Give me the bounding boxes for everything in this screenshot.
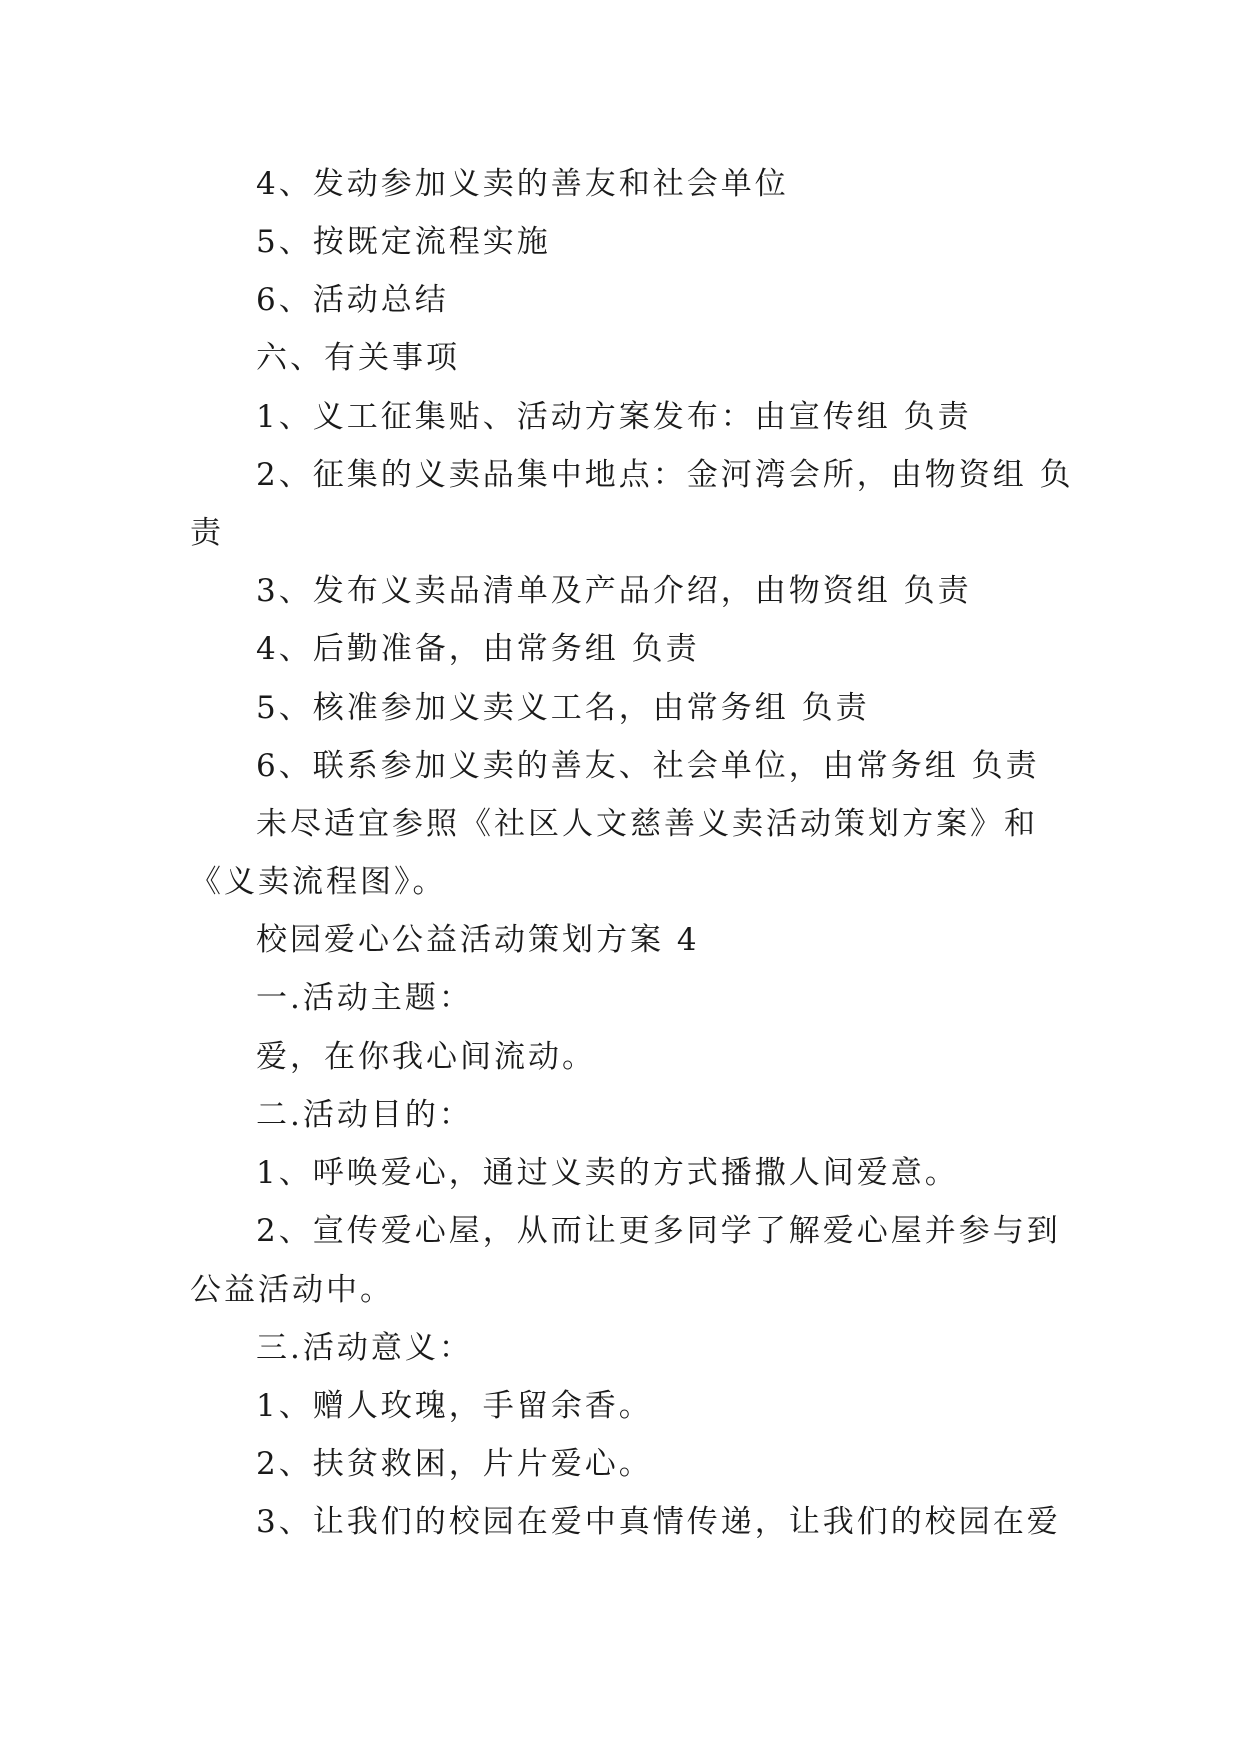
paragraph-line: 4、后勤准备，由常务组 负责: [256, 631, 700, 667]
paragraph-line: 2、宣传爱心屋，从而让更多同学了解爱心屋并参与到: [256, 1213, 1061, 1249]
section-heading: 一.活动主题：: [256, 980, 473, 1016]
paragraph-line: 5、核准参加义卖义工名，由常务组 负责: [256, 690, 870, 726]
paragraph-line: 1、义工征集贴、活动方案发布：由宣传组 负责: [256, 399, 972, 435]
paragraph-line: 2、扶贫救困，片片爱心。: [256, 1446, 653, 1482]
paragraph-line: 5、按既定流程实施: [256, 224, 551, 260]
paragraph-line: 未尽适宜参照《社区人文慈善义卖活动策划方案》和: [256, 806, 1038, 842]
section-heading: 三.活动意义：: [256, 1330, 473, 1366]
section-heading: 六、有关事项: [256, 340, 460, 376]
paragraph-line: 3、发布义卖品清单及产品介绍，由物资组 负责: [256, 573, 972, 609]
paragraph-line-continued: 《义卖流程图》。: [190, 864, 447, 900]
paragraph-line: 爱，在你我心间流动。: [256, 1039, 596, 1075]
paragraph-line-continued: 责: [190, 515, 224, 551]
section-heading: 二.活动目的：: [256, 1097, 473, 1133]
paragraph-line: 6、活动总结: [256, 282, 449, 318]
paragraph-line: 1、赠人玫瑰，手留余香。: [256, 1388, 653, 1424]
document-title: 校园爱心公益活动策划方案 4: [256, 922, 700, 958]
paragraph-line: 6、联系参加义卖的善友、社会单位，由常务组 负责: [256, 748, 1040, 784]
paragraph-line: 3、让我们的校园在爱中真情传递，让我们的校园在爱: [256, 1504, 1061, 1540]
paragraph-line-continued: 公益活动中。: [190, 1272, 394, 1308]
paragraph-line: 1、呼唤爱心，通过义卖的方式播撒人间爱意。: [256, 1155, 959, 1191]
paragraph-line: 4、发动参加义卖的善友和社会单位: [256, 166, 789, 202]
paragraph-line: 2、征集的义卖品集中地点：金河湾会所，由物资组 负: [256, 457, 1074, 493]
